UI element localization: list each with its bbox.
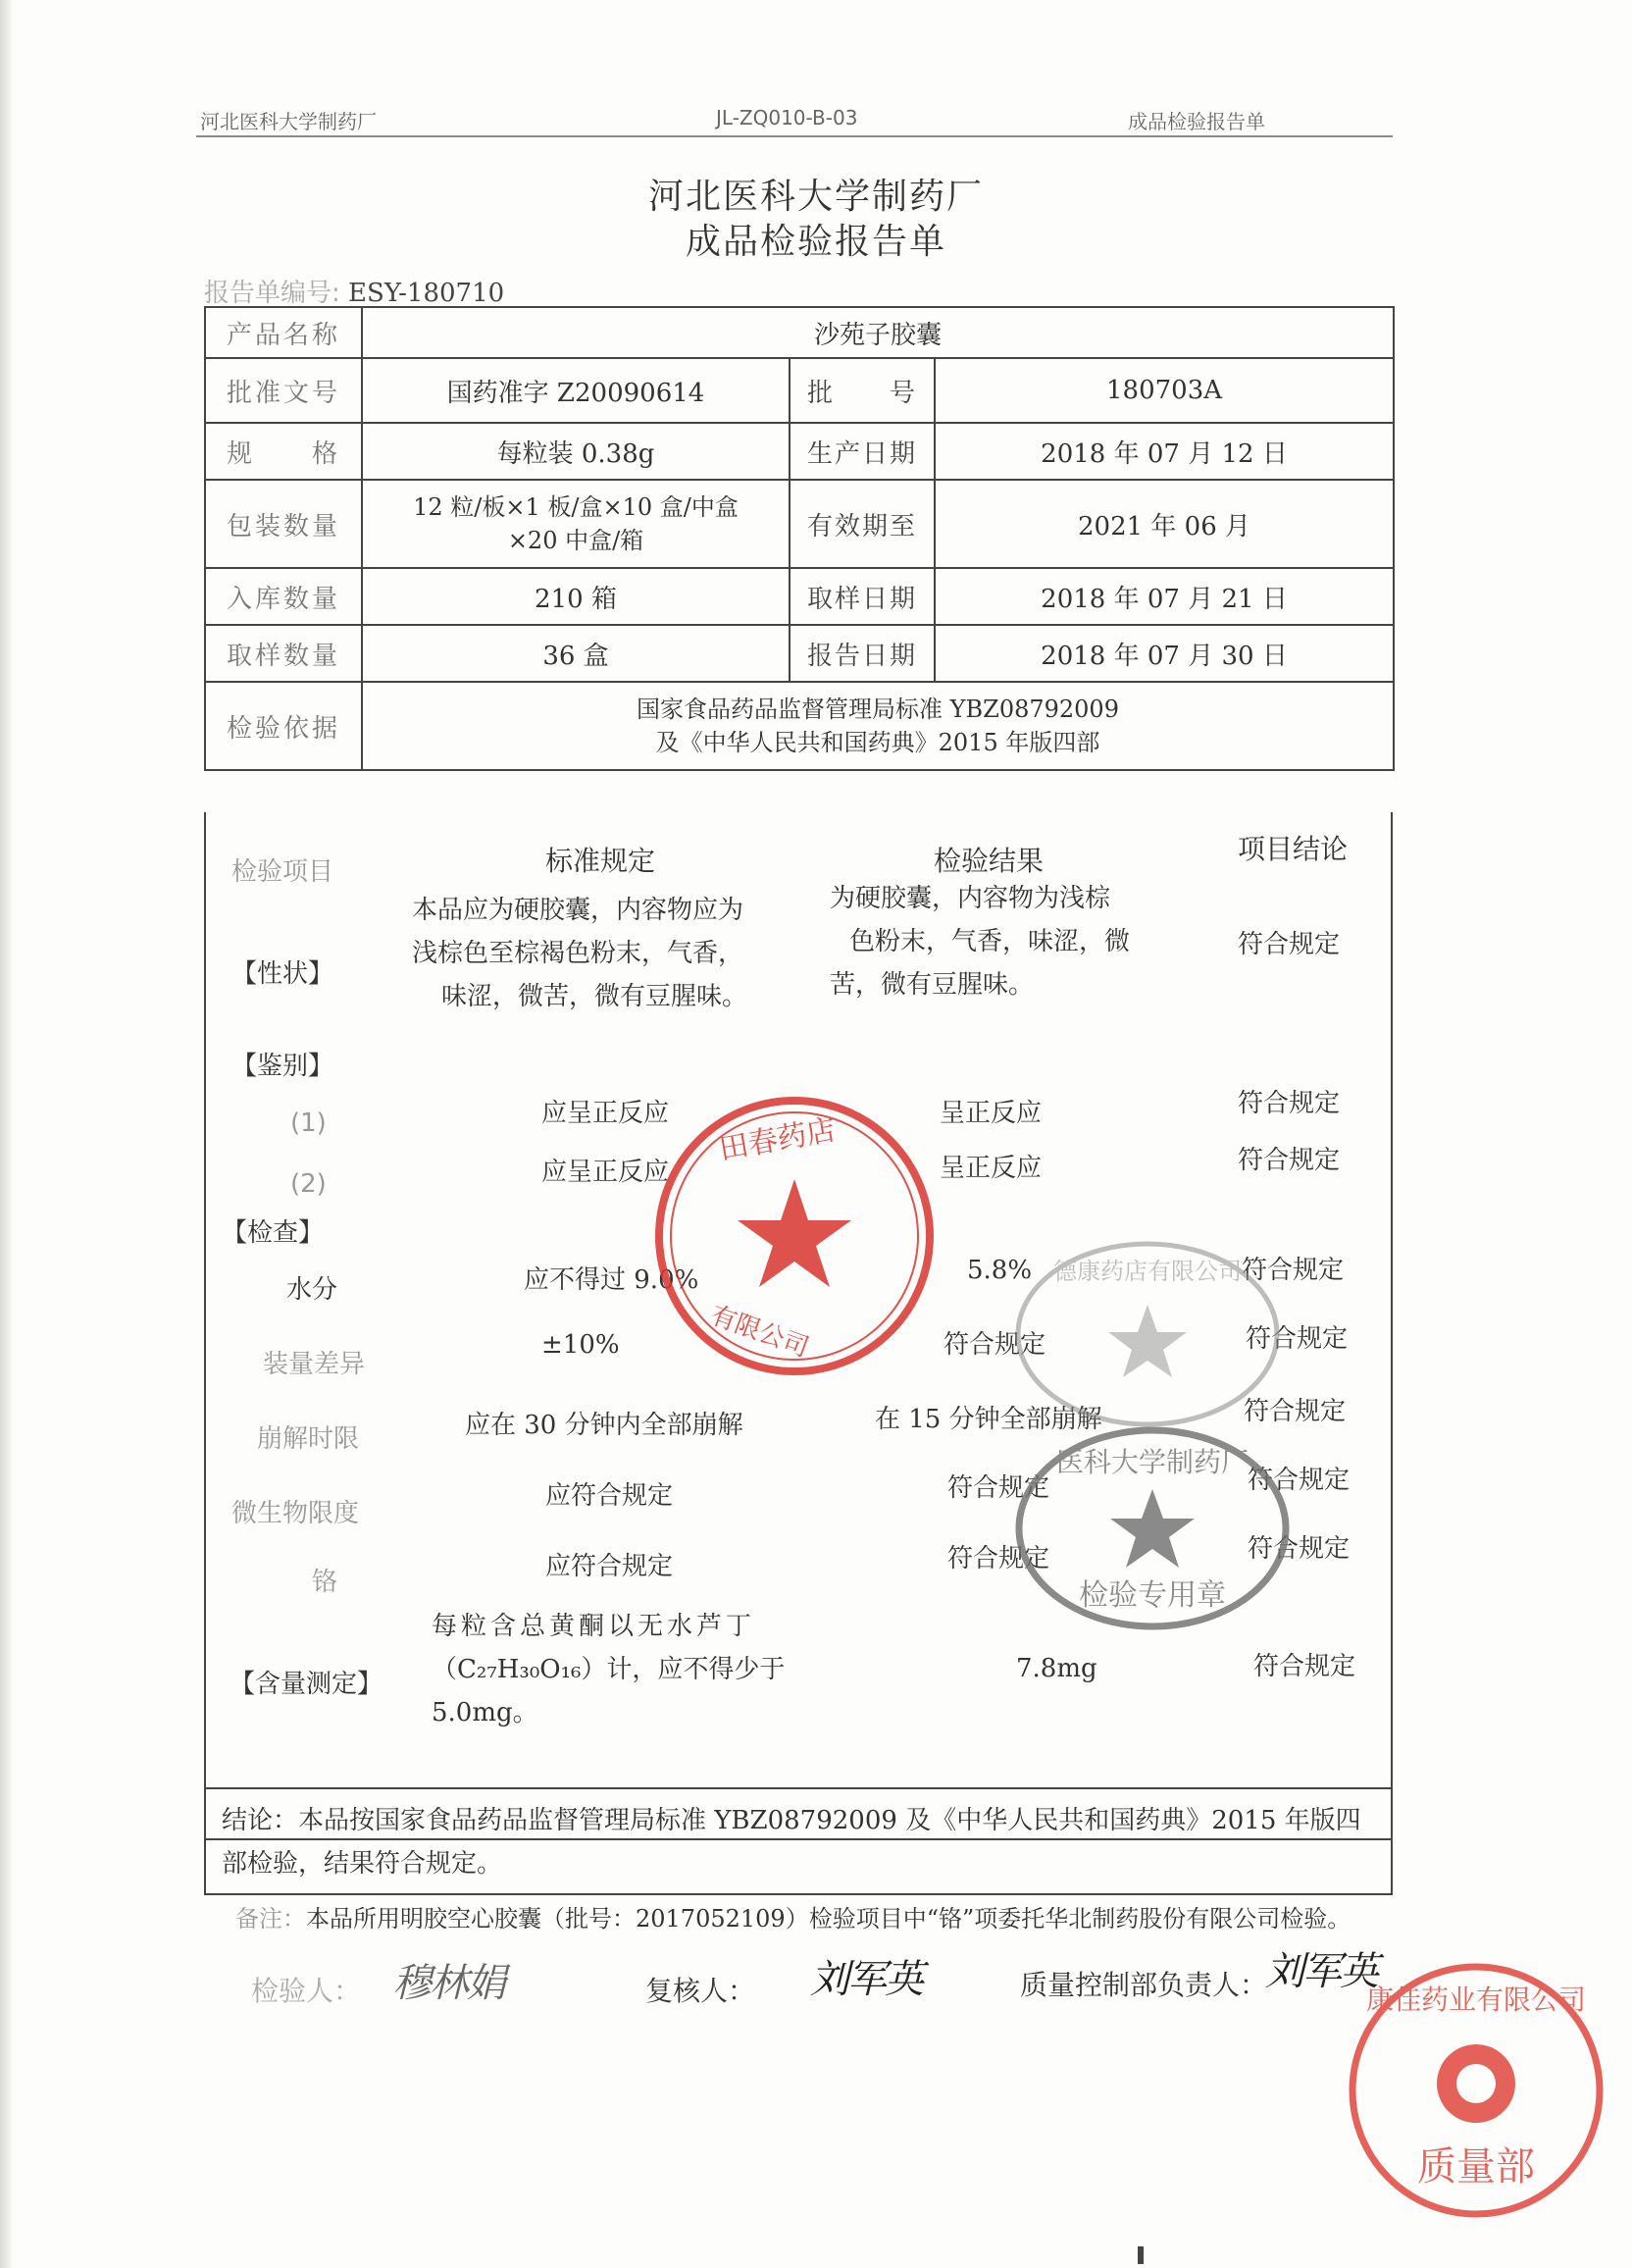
moisture-standard: 应不得过 9.0%: [524, 1265, 699, 1295]
inspector-label: 检验人：: [251, 1975, 362, 2007]
disintegration-standard: 应在 30 分钟内全部崩解: [465, 1411, 743, 1440]
stock-qty-value: 210 箱: [362, 568, 790, 625]
column-header-standard: 标准规定: [545, 845, 656, 877]
identification-2-standard: 应呈正反应: [541, 1158, 670, 1187]
identification-2-item: (2): [290, 1169, 327, 1199]
fill-variation-conclusion: 符合规定: [1246, 1324, 1349, 1354]
spec-value: 每粒装 0.38g: [362, 423, 790, 480]
spec-label: 规 格: [205, 423, 362, 480]
identification-1-standard: 应呈正反应: [541, 1099, 670, 1128]
character-standard-line: 味涩，微苦，微有豆腥味。: [441, 982, 748, 1011]
character-standard-line: 浅棕色至棕褐色粉末，气香，: [412, 939, 744, 968]
identification-2-result: 呈正反应: [940, 1154, 1043, 1183]
assay-item: 【含量测定】: [230, 1670, 383, 1699]
svg-text:田春药店: 田春药店: [716, 1112, 839, 1167]
svg-text:康佳药业有限公司: 康佳药业有限公司: [1365, 1984, 1587, 2016]
sample-qty-label: 取样数量: [205, 625, 362, 682]
scan-edge-shadow: [0, 0, 14, 2268]
character-result-line: 为硬胶囊，内容物为浅棕: [830, 884, 1111, 913]
identification-1-item: (1): [290, 1108, 327, 1138]
title-line2: 成品检验报告单: [685, 222, 946, 262]
svg-text:医科大学制药厂: 医科大学制药厂: [1055, 1446, 1250, 1478]
fill-variation-result: 符合规定: [944, 1330, 1046, 1360]
table-row: [205, 307, 1394, 358]
remark-text: 本品所用明胶空心胶囊（批号：2017052109）检验项目中“铬”项委托华北制药股份有限公司检验。: [306, 1905, 1352, 1933]
microbial-limit-conclusion: 符合规定: [1248, 1466, 1351, 1495]
column-header-item: 检验项目: [231, 857, 334, 887]
remark: [235, 1899, 1351, 1933]
fill-variation-item: 装量差异: [263, 1350, 366, 1379]
disintegration-result: 在 15 分钟全部崩解: [875, 1405, 1102, 1434]
moisture-item: 水分: [286, 1275, 338, 1305]
approval-no-value: 国药准字 Z20090614: [362, 358, 790, 423]
red-seal-bottom: [1344, 1958, 1608, 2223]
grey-inspection-seal: [1010, 1420, 1295, 1636]
character-standard: [412, 889, 834, 1018]
identification-heading: 【鉴别】: [231, 1052, 334, 1081]
assay-standard-line: 5.0mg。: [432, 1698, 538, 1727]
assay-standard-line: 每粒含总黄酮以无水芦丁: [432, 1612, 756, 1641]
report-number: [204, 273, 504, 309]
basis-label: 检验依据: [205, 682, 362, 770]
report-number-label: 报告单编号:: [204, 279, 340, 308]
character-result: [830, 877, 1202, 1006]
table-row: [205, 625, 1394, 682]
moisture-result: 5.8%: [967, 1256, 1033, 1285]
title-line1: 河北医科大学制药厂: [647, 177, 984, 217]
moisture-conclusion: 符合规定: [1242, 1256, 1345, 1285]
scan-mark: [1138, 2246, 1144, 2264]
header-left: 河北医科大学制药厂: [200, 110, 377, 133]
svg-text:有限公司: 有限公司: [706, 1300, 813, 1364]
header-right: 成品检验报告单: [1128, 110, 1265, 133]
chromium-standard: 应符合规定: [545, 1552, 674, 1581]
character-result-line: 苦，微有豆腥味。: [830, 970, 1035, 1000]
expiry-value: 2021 年 06 月: [935, 480, 1394, 568]
chromium-conclusion: 符合规定: [1248, 1534, 1351, 1564]
column-header-result: 检验结果: [934, 845, 1045, 877]
character-standard-line: 本品应为硬胶囊，内容物应为: [412, 896, 744, 925]
chromium-result: 符合规定: [947, 1544, 1050, 1573]
assay-result: 7.8mg: [1016, 1654, 1097, 1683]
qc-label: 质量控制部负责人：: [1020, 1969, 1268, 2001]
column-header-conclusion: 项目结论: [1238, 833, 1349, 865]
table-row: [205, 568, 1394, 625]
info-table: [204, 306, 1395, 771]
grey-seal-top: [1010, 1236, 1285, 1432]
reviewer-signature: 刘军英: [810, 1957, 922, 2002]
stock-qty-label: 入库数量: [205, 568, 362, 625]
production-date-label: 生产日期: [790, 423, 935, 480]
identification-2-conclusion: 符合规定: [1238, 1146, 1341, 1175]
qc-signature: 刘军英: [1265, 1949, 1377, 1994]
disintegration-item: 崩解时限: [257, 1424, 360, 1454]
microbial-limit-result: 符合规定: [947, 1473, 1050, 1503]
chromium-item: 铬: [312, 1568, 338, 1597]
basis-value-line2: 及《中华人民共和国药典》2015 年版四部: [655, 729, 1100, 756]
product-name-value: 沙苑子胶囊: [362, 307, 1394, 358]
product-name-label: 产品名称: [205, 307, 362, 358]
sampling-date-label: 取样日期: [790, 568, 935, 625]
batch-no-label: 批 号: [790, 358, 935, 423]
identification-1-conclusion: 符合规定: [1238, 1089, 1341, 1118]
basis-value-line1: 国家食品药品监督管理局标准 YBZ08792009: [637, 696, 1119, 723]
header-divider: [196, 135, 1393, 137]
table-row: [205, 682, 1394, 770]
assay-conclusion: 符合规定: [1253, 1652, 1356, 1681]
expiry-label: 有效期至: [790, 480, 935, 568]
production-date-value: 2018 年 07 月 12 日: [935, 423, 1394, 480]
assay-standard: [432, 1605, 863, 1734]
packaging-value-line1: 12 粒/板×1 板/盒×10 盒/中盒: [413, 493, 739, 521]
table-row: [205, 423, 1394, 480]
sampling-date-value: 2018 年 07 月 21 日: [935, 568, 1394, 625]
report-date-label: 报告日期: [790, 625, 935, 682]
inspector-signature: 穆林娟: [392, 1961, 504, 2006]
svg-text:检验专用章: 检验专用章: [1079, 1578, 1226, 1613]
sample-qty-value: 36 盒: [362, 625, 790, 682]
inspection-heading: 【检查】: [222, 1218, 325, 1248]
reviewer-label: 复核人：: [645, 1975, 756, 2007]
packaging-value: [362, 480, 790, 568]
microbial-limit-item: 微生物限度: [231, 1499, 360, 1528]
batch-no-value: 180703A: [935, 358, 1394, 423]
svg-text:质量部: 质量部: [1417, 2144, 1535, 2190]
character-result-line: 色粉末，气香，味涩，微: [849, 927, 1131, 956]
basis-value: [362, 682, 1394, 770]
approval-no-label: 批准文号: [205, 358, 362, 423]
header-center: JL-ZQ010-B-03: [716, 106, 858, 129]
packaging-label: 包装数量: [205, 480, 362, 568]
assay-standard-line: （C₂₇H₃₀O₁₆）计，应不得少于: [432, 1655, 786, 1684]
report-date-value: 2018 年 07 月 30 日: [935, 625, 1394, 682]
fill-variation-standard: ±10%: [541, 1330, 620, 1360]
disintegration-conclusion: 符合规定: [1244, 1397, 1347, 1426]
red-seal-top: [647, 1089, 942, 1383]
character-item: 【性状】: [231, 959, 334, 989]
conclusion-box: 结论：本品按国家食品药品监督管理局标准 YBZ08792009 及《中华人民共和国药典》2015 年版四部检验，结果符合规定。: [204, 1787, 1393, 1895]
remark-label: 备注：: [235, 1905, 306, 1933]
table-row: [205, 358, 1394, 423]
report-number-value: ESY-180710: [348, 279, 505, 308]
character-conclusion: 符合规定: [1238, 930, 1341, 959]
identification-1-result: 呈正反应: [940, 1099, 1043, 1128]
svg-text:德康药店有限公司: 德康药店有限公司: [1053, 1258, 1242, 1285]
microbial-limit-standard: 应符合规定: [545, 1481, 674, 1511]
packaging-value-line2: ×20 中盒/箱: [507, 527, 644, 554]
table-row: [205, 480, 1394, 568]
